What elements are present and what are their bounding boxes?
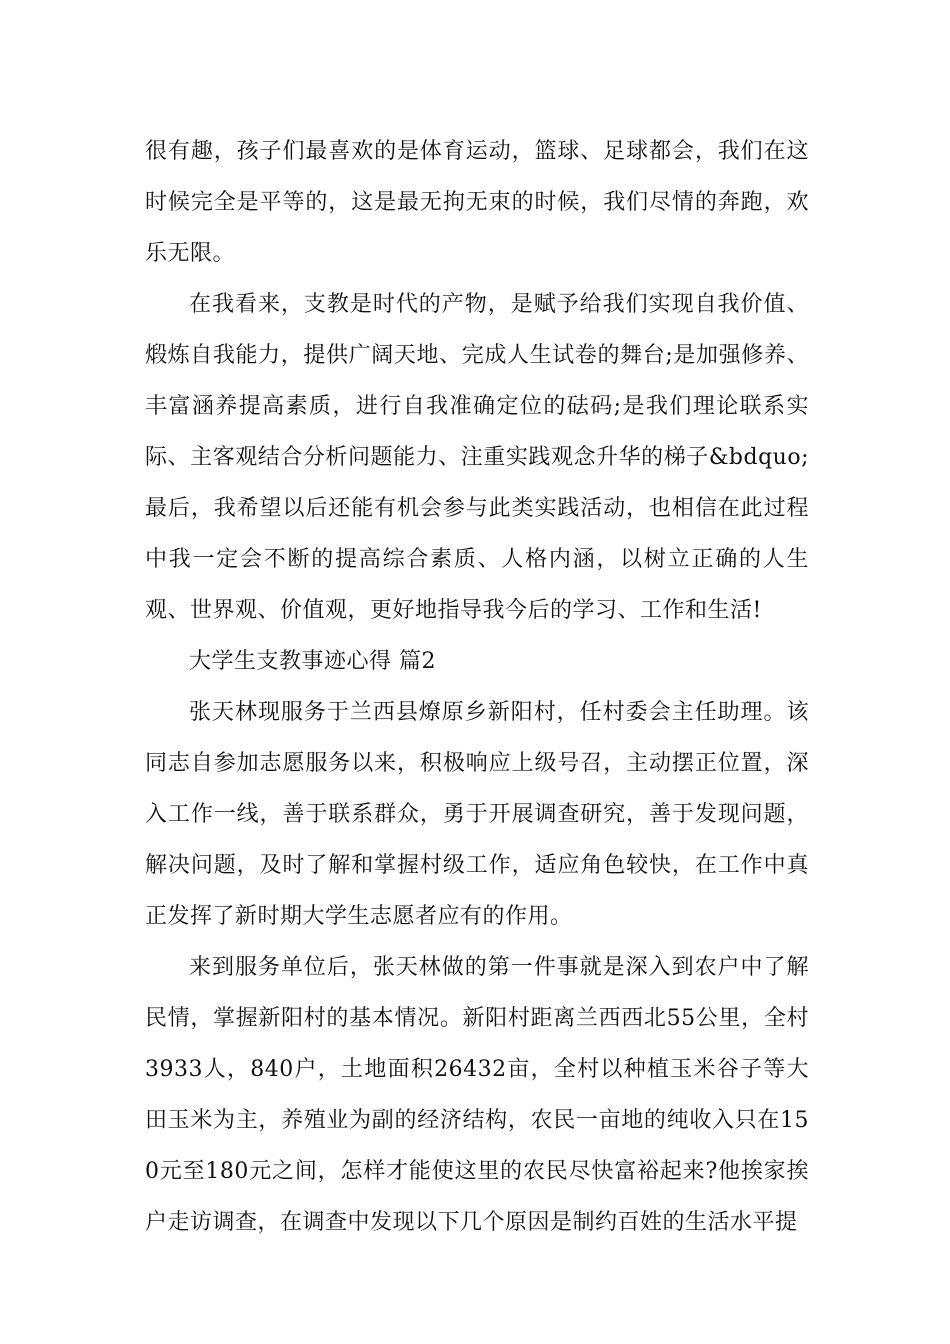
paragraph-3: 张天林现服务于兰西县燎原乡新阳村，任村委会主任助理。该同志自参加志愿服务以来，积极响应上级号召，主动摆正位置，深入工作一线，善于联系群众，勇于开展调查研究，善于发现问题，解决问题，及时了解和掌握村级工作，适应角色较快，在工作中真正发挥了新时期大学生志愿者应有的作用。 <box>145 700 809 929</box>
section-heading: 大学生支教事迹心得 篇2 <box>189 649 436 674</box>
paragraph-4: 来到服务单位后，张天林做的第一件事就是深入到农户中了解民情，掌握新阳村的基本情况。新阳村距离兰西西北55公里，全村3933人，840户，土地面积26432亩，全村以种植玉米谷子等大田玉米为主，养殖业为副的经济结构，农民一亩地的纯收入只在150元至180元之间，怎样才能使这里的农民尽快富裕起来?他挨家挨户走访调查，在调查中发现以下几个原因是制约百姓的生活水平提 <box>145 955 809 1235</box>
document-body <box>145 126 809 1248</box>
paragraph-2: 在我看来，支教是时代的产物，是赋予给我们实现自我价值、煅炼自我能力，提供广阔天地、完成人生试卷的舞台;是加强修养、丰富涵养提高素质，进行自我准确定位的砝码;是我们理论联系实际、主客观结合分析问题能力、注重实践观念升华的梯子&bdquo;最后，我希望以后还能有机会参与此类实践活动，也相信在此过程中我一定会不断的提高综合素质、人格内涵，以树立正确的人生观、世界观、价值观，更好地指导我今后的学习、工作和生活! <box>145 292 809 623</box>
paragraph-1: 很有趣，孩子们最喜欢的是体育运动，篮球、足球都会，我们在这时候完全是平等的，这是最无拘无束的时候，我们尽情的奔跑，欢乐无限。 <box>145 139 809 266</box>
